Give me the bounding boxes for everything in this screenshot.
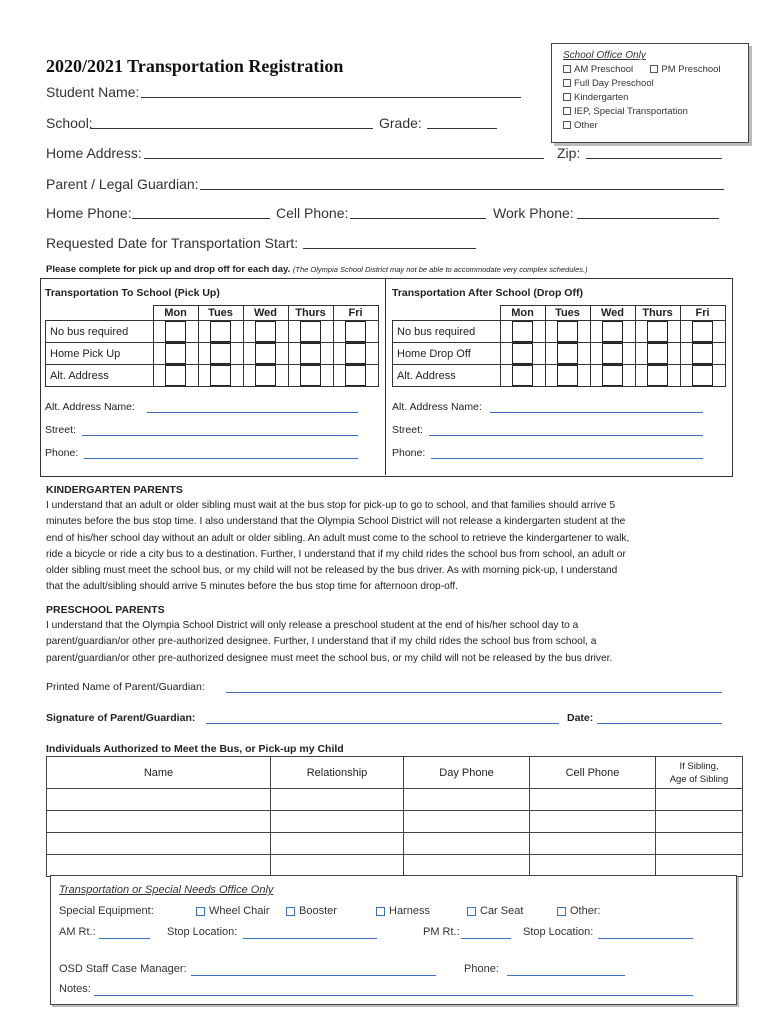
kindergarten-checkbox[interactable]	[563, 93, 571, 101]
pickup-day-thurs: Thurs	[288, 306, 333, 321]
dropoff-checkbox[interactable]	[602, 343, 623, 364]
dropoff-checkbox[interactable]	[692, 343, 713, 364]
col-cell-phone: Cell Phone	[530, 757, 656, 789]
dropoff-day-thurs: Thurs	[635, 306, 680, 321]
dropoff-row-label: Home Drop Off	[393, 343, 501, 365]
car-seat-checkbox[interactable]	[467, 907, 476, 916]
wheelchair-label: Wheel Chair	[209, 905, 270, 917]
cell-phone-label: Cell Phone:	[276, 205, 349, 221]
pickup-checkbox[interactable]	[210, 343, 231, 364]
kindergarten-line: ride a bicycle or ride a city bus to a destination. Further, I understand that if my child rides the school bus from school, an adult or	[46, 548, 626, 560]
pm-preschool-label: PM Preschool	[661, 64, 721, 75]
start-date-field[interactable]	[303, 248, 476, 249]
other-label: Other	[574, 120, 598, 131]
dropoff-checkbox[interactable]	[647, 365, 668, 386]
pickup-row	[46, 365, 379, 387]
booster-checkbox[interactable]	[286, 907, 295, 916]
pickup-day-wed: Wed	[243, 306, 288, 321]
school-office-box	[551, 43, 749, 143]
am-stop-location-label: Stop Location:	[167, 926, 238, 938]
zip-label: Zip:	[557, 145, 581, 161]
col-sibling-line1: If Sibling,	[679, 760, 719, 772]
schedule-divider	[385, 278, 386, 475]
auth-name-cell[interactable]	[47, 855, 271, 877]
pickup-checkbox[interactable]	[345, 343, 366, 364]
auth-name-cell[interactable]	[47, 811, 271, 833]
pickup-table	[45, 305, 379, 387]
auth-sibling-cell[interactable]	[656, 855, 743, 877]
signature-field[interactable]	[206, 723, 559, 724]
col-relationship: Relationship	[271, 757, 404, 789]
pickup-checkbox[interactable]	[300, 321, 321, 342]
office-box-heading: School Office Only	[563, 50, 646, 61]
kindergarten-line: that the adult/sibling should arrive 5 minutes before the bus stop time for afternoon drop-off.	[46, 581, 459, 593]
auth-sibling-cell[interactable]	[656, 833, 743, 855]
preschool-line: I understand that the Olympia School District will only release a preschool student at the end of his/her school day to a	[46, 620, 579, 631]
am-preschool-label: AM Preschool	[574, 64, 634, 75]
car-seat-label: Car Seat	[480, 905, 524, 917]
authorized-heading: Individuals Authorized to Meet the Bus, or Pick-up my Child	[46, 743, 344, 755]
auth-sibling-cell[interactable]	[656, 789, 743, 811]
pickup-title: Transportation To School (Pick Up)	[45, 287, 220, 299]
dropoff-phone-field[interactable]	[431, 458, 703, 459]
iep-checkbox[interactable]	[563, 107, 571, 115]
date-label: Date:	[567, 712, 594, 724]
am-rt-field[interactable]	[99, 938, 150, 939]
pickup-checkbox[interactable]	[345, 321, 366, 342]
pickup-row-label: Home Pick Up	[46, 343, 154, 365]
date-field[interactable]	[597, 723, 722, 724]
pickup-row-label: No bus required	[46, 321, 154, 343]
col-name: Name	[47, 757, 271, 789]
dropoff-alt-name-label: Alt. Address Name:	[392, 401, 482, 413]
schedule-instruction-row	[46, 264, 588, 275]
kindergarten-line: older sibling must meet the school bus, or my child will not be released by the bus driver. As with morning pick-up, I understand	[46, 565, 618, 577]
dropoff-checkbox[interactable]	[512, 321, 533, 342]
dropoff-checkbox[interactable]	[512, 343, 533, 364]
col-sibling	[656, 757, 743, 789]
pickup-day-fri: Fri	[333, 306, 378, 321]
pickup-checkbox[interactable]	[255, 343, 276, 364]
pickup-checkbox[interactable]	[255, 321, 276, 342]
pickup-checkbox[interactable]	[345, 365, 366, 386]
special-office-box	[50, 875, 737, 1005]
auth-name-cell[interactable]	[47, 789, 271, 811]
pickup-checkbox[interactable]	[210, 365, 231, 386]
col-sibling-line2: Age of Sibling	[669, 773, 729, 785]
am-stop-location-field[interactable]	[243, 938, 377, 939]
full-day-preschool-checkbox[interactable]	[563, 79, 571, 87]
dropoff-row	[393, 343, 726, 365]
authorized-table	[46, 756, 743, 877]
dropoff-day-fri: Fri	[680, 306, 725, 321]
pickup-row-label: Alt. Address	[46, 365, 154, 387]
auth-relationship-cell[interactable]	[271, 789, 404, 811]
dropoff-row	[393, 321, 726, 343]
pickup-checkbox[interactable]	[165, 365, 186, 386]
home-address-field[interactable]	[144, 158, 544, 159]
special-office-heading: Transportation or Special Needs Office Only	[59, 884, 274, 896]
dropoff-day-tues: Tues	[545, 306, 590, 321]
auth-day-phone-cell[interactable]	[404, 855, 530, 877]
grade-field[interactable]	[427, 128, 497, 129]
case-manager-field[interactable]	[191, 975, 436, 976]
kindergarten-line: minutes before the bus stop time. I also understand that the Olympia School District will not release a kindergarten student at the	[46, 516, 626, 528]
pickup-day-tues: Tues	[198, 306, 243, 321]
dropoff-street-label: Street:	[392, 424, 423, 436]
auth-relationship-cell[interactable]	[271, 811, 404, 833]
dropoff-checkbox[interactable]	[557, 365, 578, 386]
iep-label: IEP, Special Transportation	[574, 106, 688, 117]
home-phone-label: Home Phone:	[46, 205, 132, 221]
special-equipment-label: Special Equipment:	[59, 905, 154, 917]
case-manager-phone-label: Phone:	[464, 963, 499, 975]
pickup-phone-label: Phone:	[45, 447, 79, 459]
dropoff-alt-name-field[interactable]	[490, 412, 703, 413]
dropoff-row-label: Alt. Address	[393, 365, 501, 387]
auth-day-phone-cell[interactable]	[404, 789, 530, 811]
am-preschool-checkbox[interactable]	[563, 65, 571, 73]
preschool-heading: PRESCHOOL PARENTS	[46, 604, 165, 616]
pickup-day-mon: Mon	[153, 306, 198, 321]
grade-label: Grade:	[379, 115, 422, 131]
zip-field[interactable]	[586, 158, 722, 159]
dropoff-table	[392, 305, 726, 387]
kindergarten-label: Kindergarten	[574, 92, 629, 103]
kindergarten-line: I understand that an adult or older sibling must wait at the bus stop for pick-up to go to school, and that families should arrive 5	[46, 500, 616, 511]
pickup-checkbox[interactable]	[210, 321, 231, 342]
harness-label: Harness	[389, 905, 430, 917]
home-address-label: Home Address:	[46, 145, 142, 161]
pickup-row	[46, 321, 379, 343]
start-date-label: Requested Date for Transportation Start:	[46, 235, 299, 251]
dropoff-title: Transportation After School (Drop Off)	[392, 287, 583, 299]
schedule-note: (The Olympia School District may not be able to accommodate very complex schedules.)	[292, 265, 588, 274]
student-name-label: Student Name:	[46, 84, 140, 100]
dropoff-checkbox[interactable]	[602, 365, 623, 386]
case-manager-label: OSD Staff Case Manager:	[59, 963, 187, 975]
student-name-field[interactable]	[141, 97, 521, 98]
pickup-street-label: Street:	[45, 424, 76, 436]
auth-relationship-cell[interactable]	[271, 855, 404, 877]
auth-cell-phone-cell[interactable]	[530, 789, 656, 811]
pickup-phone-field[interactable]	[84, 458, 358, 459]
school-field[interactable]	[90, 128, 373, 129]
am-rt-label: AM Rt.:	[59, 926, 96, 938]
home-phone-field[interactable]	[132, 218, 270, 219]
printed-name-label: Printed Name of Parent/Guardian:	[46, 681, 205, 693]
auth-day-phone-cell[interactable]	[404, 833, 530, 855]
cell-phone-field[interactable]	[350, 218, 486, 219]
dropoff-checkbox[interactable]	[647, 321, 668, 342]
notes-field[interactable]	[94, 995, 693, 996]
work-phone-field[interactable]	[577, 218, 719, 219]
dropoff-row	[393, 365, 726, 387]
dropoff-row-label: No bus required	[393, 321, 501, 343]
pickup-alt-name-field[interactable]	[147, 412, 358, 413]
dropoff-day-mon: Mon	[500, 306, 545, 321]
auth-relationship-cell[interactable]	[271, 833, 404, 855]
booster-label: Booster	[299, 905, 337, 917]
pm-stop-location-label: Stop Location:	[523, 926, 594, 938]
auth-cell-phone-cell[interactable]	[530, 833, 656, 855]
preschool-line: parent/guardian/or other pre-authorized designee. Further, I understand that if my child rides the school bus from school, a	[46, 636, 597, 648]
school-label: School:	[46, 115, 93, 131]
col-day-phone: Day Phone	[404, 757, 530, 789]
pickup-street-field[interactable]	[82, 435, 358, 436]
table-row	[47, 789, 743, 811]
pm-stop-location-field[interactable]	[598, 938, 693, 939]
dropoff-street-field[interactable]	[429, 435, 703, 436]
kindergarten-heading: KINDERGARTEN PARENTS	[46, 484, 183, 496]
pm-rt-label: PM Rt.:	[423, 926, 460, 938]
form-title: 2020/2021 Transportation Registration	[46, 56, 344, 76]
pickup-alt-name-label: Alt. Address Name:	[45, 401, 135, 413]
pickup-checkbox[interactable]	[255, 365, 276, 386]
dropoff-day-wed: Wed	[590, 306, 635, 321]
other-equipment-checkbox[interactable]	[557, 907, 566, 916]
full-day-preschool-label: Full Day Preschool	[574, 78, 654, 89]
signature-label: Signature of Parent/Guardian:	[46, 712, 196, 724]
pickup-checkbox[interactable]	[165, 343, 186, 364]
preschool-paragraph	[46, 618, 736, 667]
kindergarten-paragraph	[46, 498, 736, 596]
other-checkbox[interactable]	[563, 121, 571, 129]
work-phone-label: Work Phone:	[493, 205, 574, 221]
parent-label: Parent / Legal Guardian:	[46, 176, 199, 192]
dropoff-checkbox[interactable]	[557, 321, 578, 342]
auth-name-cell[interactable]	[47, 833, 271, 855]
dropoff-checkbox[interactable]	[602, 321, 623, 342]
dropoff-checkbox[interactable]	[557, 343, 578, 364]
other-equipment-label: Other:	[570, 905, 601, 917]
pickup-checkbox[interactable]	[165, 321, 186, 342]
auth-cell-phone-cell[interactable]	[530, 811, 656, 833]
dropoff-checkbox[interactable]	[512, 365, 533, 386]
table-row	[47, 855, 743, 877]
dropoff-phone-label: Phone:	[392, 447, 426, 459]
pm-rt-field[interactable]	[461, 938, 511, 939]
wheelchair-checkbox[interactable]	[196, 907, 205, 916]
parent-field[interactable]	[200, 189, 724, 190]
pm-preschool-checkbox[interactable]	[650, 65, 658, 73]
dropoff-checkbox[interactable]	[692, 321, 713, 342]
notes-label: Notes:	[59, 983, 91, 995]
kindergarten-line: end of his/her school day without an adult or older sibling. An adult must come to the school to retrieve the kindergartener to walk,	[46, 532, 630, 544]
dropoff-checkbox[interactable]	[692, 365, 713, 386]
auth-cell-phone-cell[interactable]	[530, 855, 656, 877]
pickup-checkbox[interactable]	[300, 343, 321, 364]
harness-checkbox[interactable]	[376, 907, 385, 916]
pickup-row	[46, 343, 379, 365]
preschool-line: parent/guardian/or other pre-authorized designee must meet the school bus, or my child will not be released by the bus driver.	[46, 652, 613, 664]
auth-day-phone-cell[interactable]	[404, 811, 530, 833]
case-manager-phone-field[interactable]	[507, 975, 625, 976]
schedule-instruction: Please complete for pick up and drop off for each day.	[46, 264, 291, 275]
pickup-checkbox[interactable]	[300, 365, 321, 386]
table-row	[47, 833, 743, 855]
table-row	[47, 811, 743, 833]
printed-name-field[interactable]	[226, 692, 722, 693]
auth-sibling-cell[interactable]	[656, 811, 743, 833]
dropoff-checkbox[interactable]	[647, 343, 668, 364]
